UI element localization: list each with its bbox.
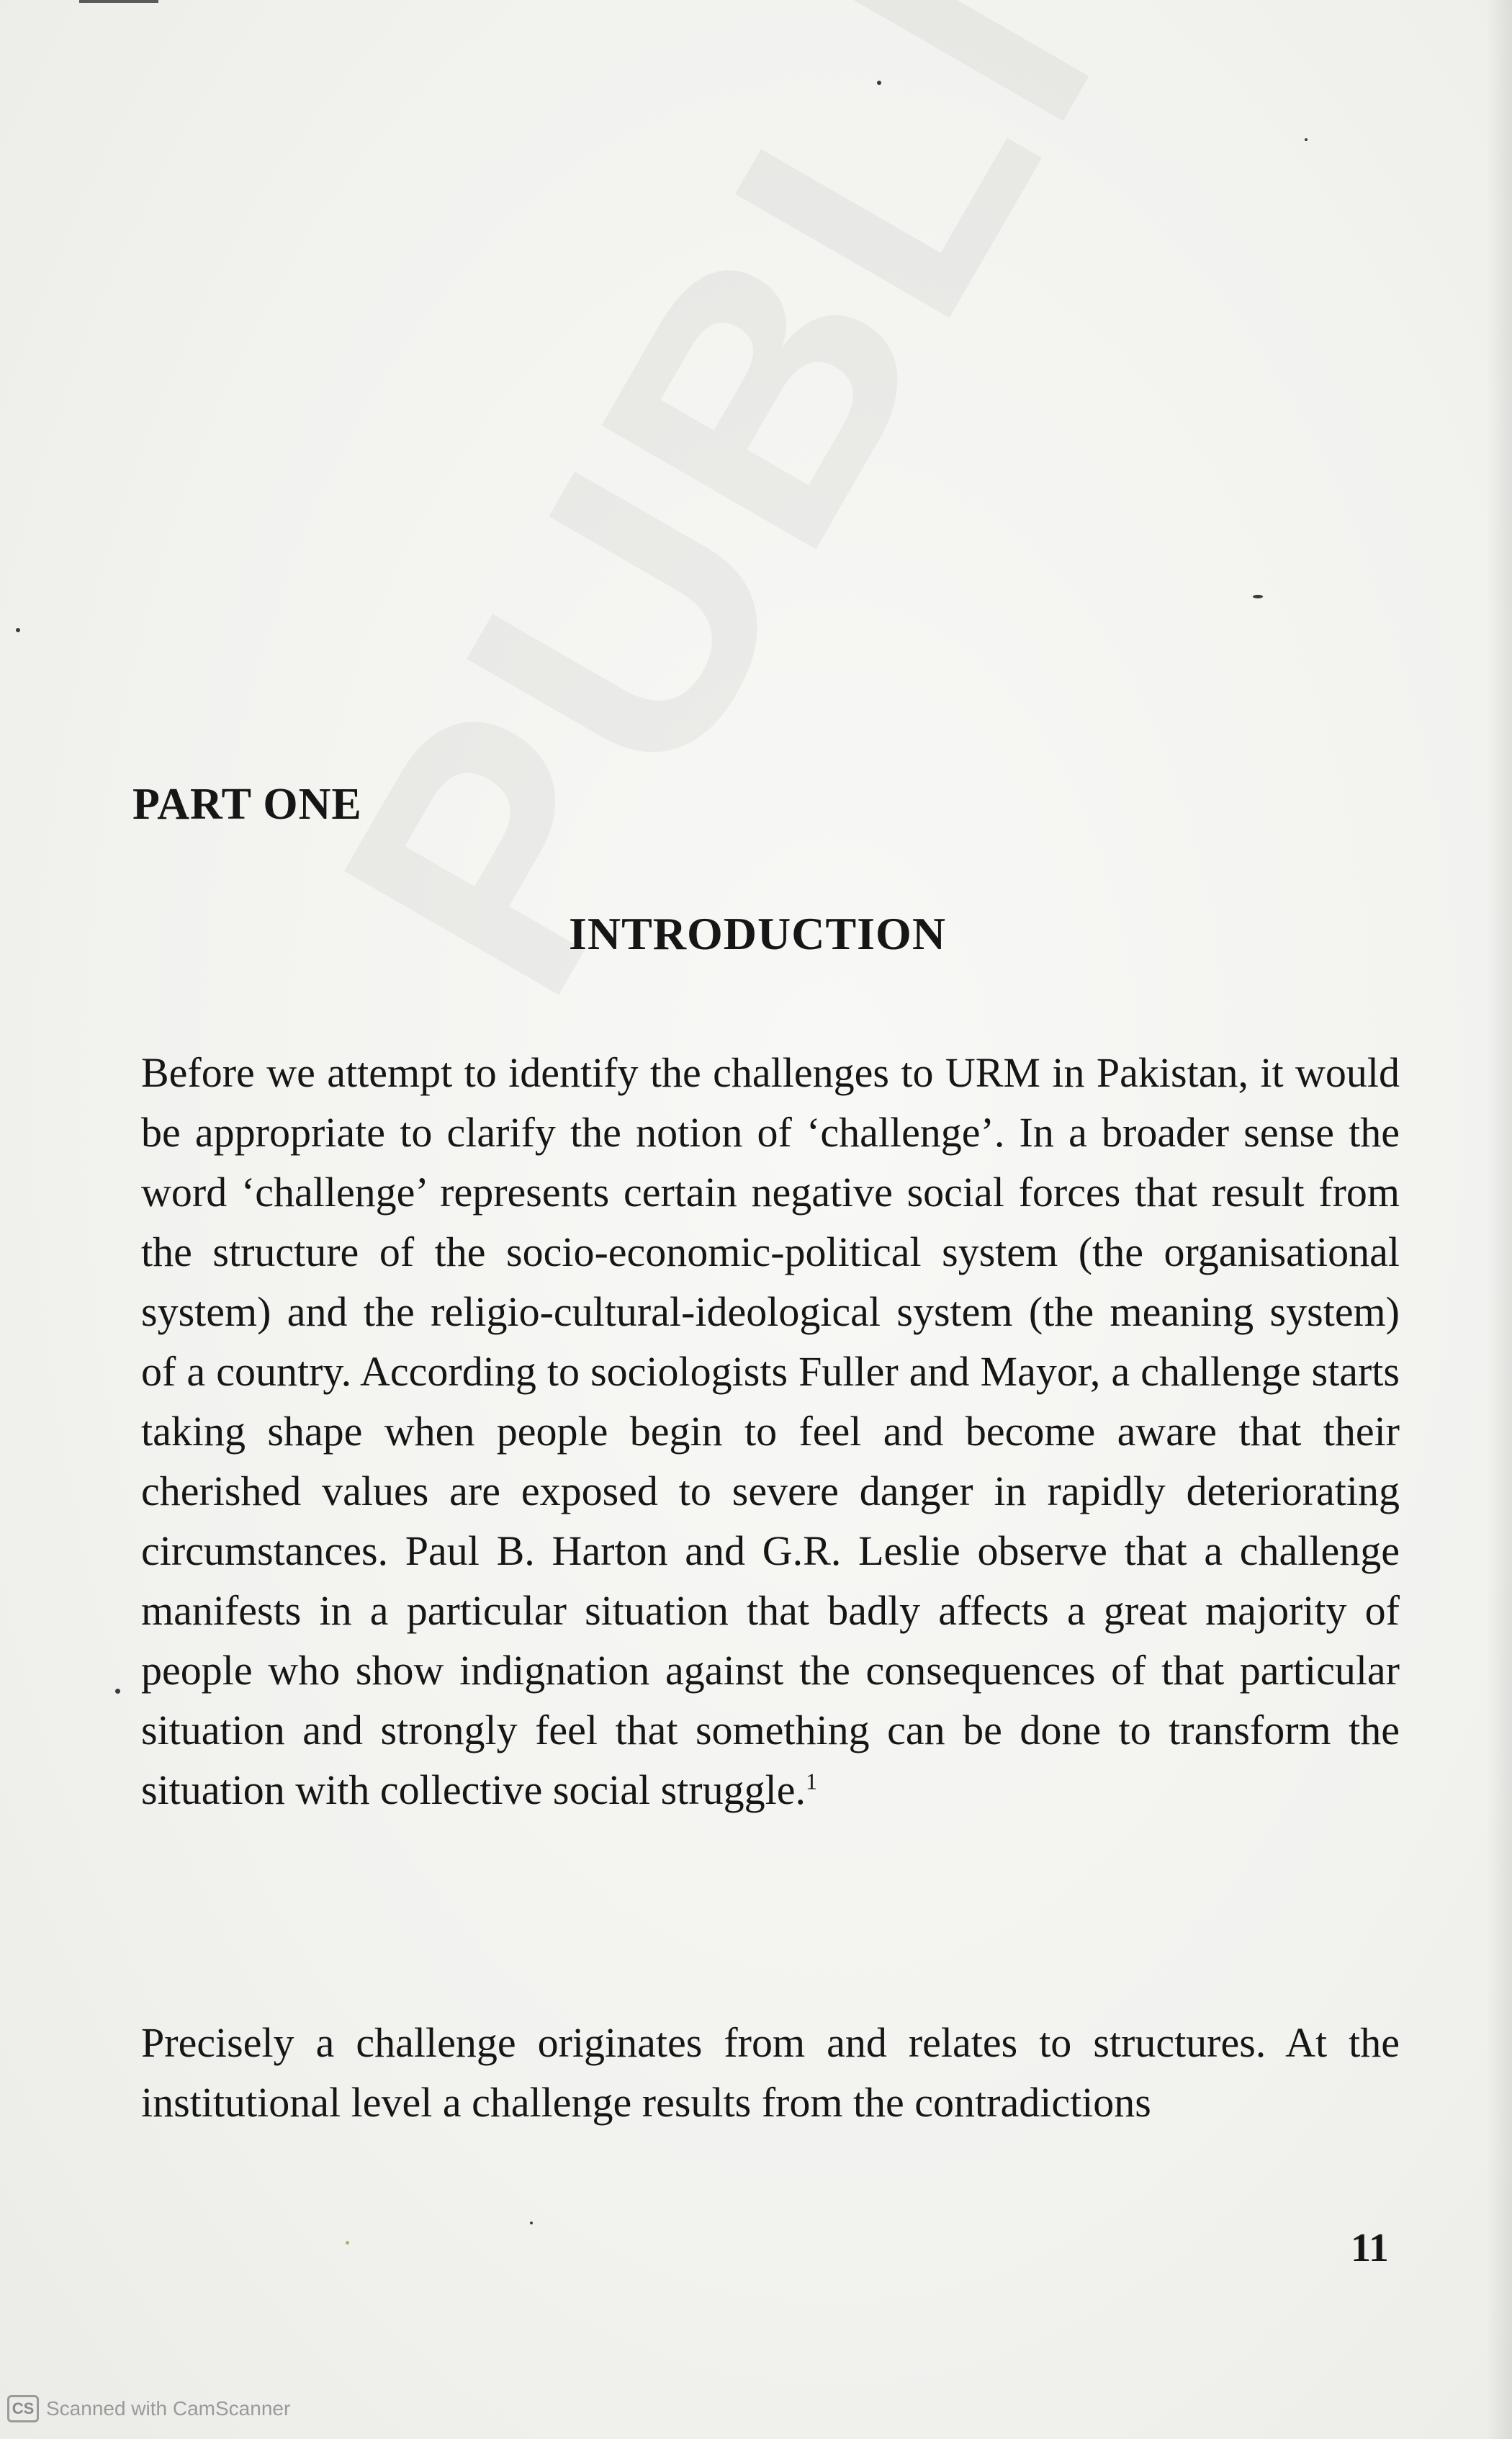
dust-speck bbox=[115, 1689, 120, 1694]
faint-watermark bbox=[259, 0, 1512, 1057]
paragraph-text: Before we attempt to identify the challenges to URM in Pakistan, it would be appropriate to clarify the notion of ‘challenge’. In a broader sense the word ‘challenge’ represents certain negative social forces that result from the structure of the socio-economic-political system (the organisational system) and the religio-cultural-ideological system (the meaning system) of a country. According to sociologists Fuller and Mayor, a challenge starts taking shape when people begin to feel and become aware that their cherished values are exposed to severe danger in rapidly deteriorating circumstances. Paul B. Harton and G.R. Leslie observe that a challenge manifests in a particular situation that badly affects a great majority of people who show indignation against the consequences of that particular situation and strongly feel that something can be done to transform the situation with collective social struggle. bbox=[141, 1049, 1400, 1813]
dust-speck bbox=[1305, 138, 1308, 141]
paragraph-text: Precisely a challenge originates from and relates to structures. At the institutional level a challenge results from the contradictions bbox=[141, 2019, 1400, 2126]
scanner-footer bbox=[7, 2395, 290, 2422]
page-edge-shadow bbox=[1486, 0, 1512, 2439]
dust-speck bbox=[530, 2222, 533, 2224]
dust-speck bbox=[346, 2241, 349, 2245]
dust-speck bbox=[877, 81, 881, 85]
scanner-label: Scanned with CamScanner bbox=[46, 2397, 291, 2420]
dust-speck bbox=[1253, 595, 1263, 598]
dust-speck bbox=[16, 628, 20, 632]
camscanner-logo-icon: CS bbox=[7, 2395, 39, 2422]
body-paragraph bbox=[141, 2013, 1400, 2132]
footnote-marker: 1 bbox=[805, 1768, 817, 1795]
body-paragraph bbox=[141, 1043, 1400, 1820]
part-heading: PART ONE bbox=[132, 780, 362, 829]
chapter-title: INTRODUCTION bbox=[568, 908, 947, 959]
page-number: 11 bbox=[1351, 2226, 1389, 2270]
top-edge-mark bbox=[79, 0, 158, 3]
